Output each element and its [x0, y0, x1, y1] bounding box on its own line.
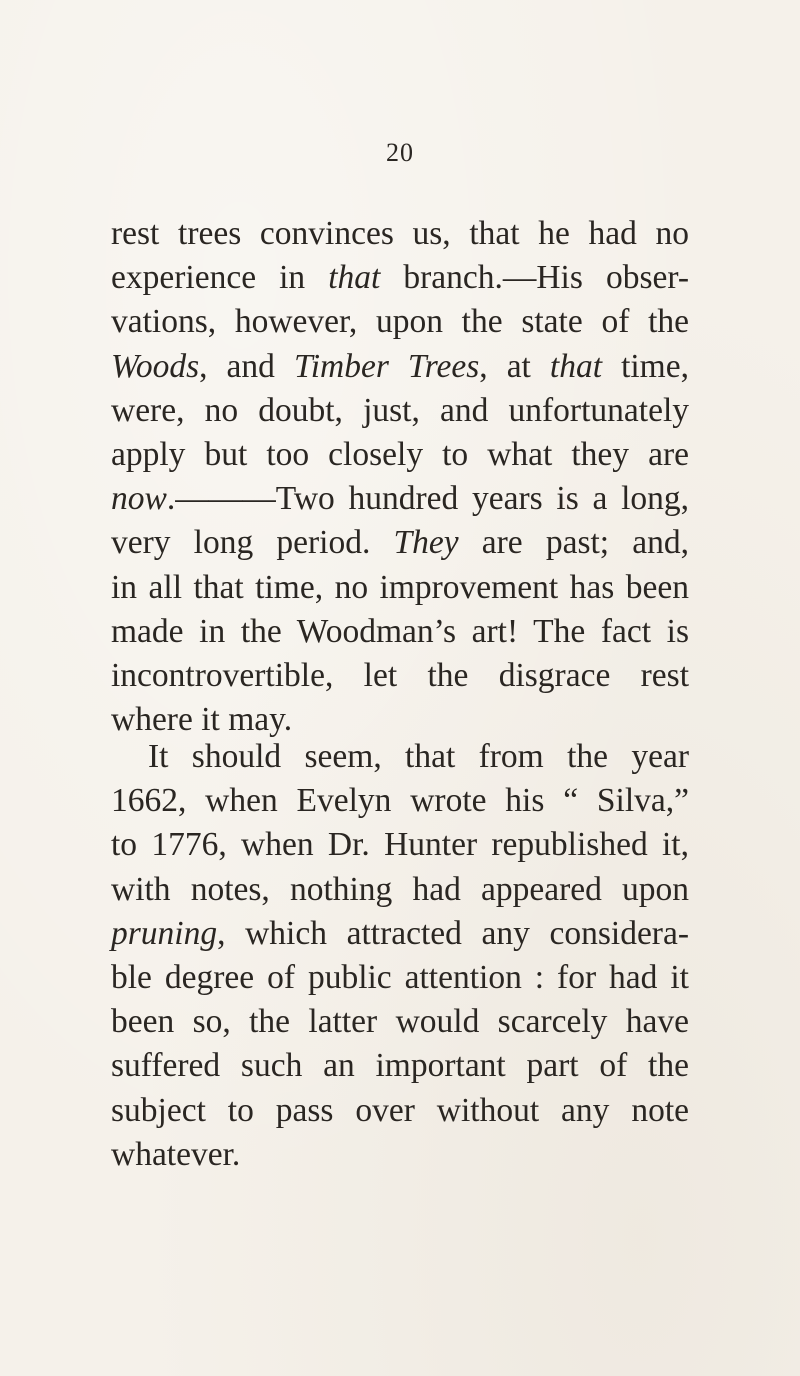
text-segment: ble degree of public attention : for had it [111, 958, 689, 996]
text-segment: whatever. [111, 1135, 241, 1173]
text-line [111, 1000, 689, 1044]
text-line [111, 654, 689, 698]
text-segment: .———Two hundred years is a long, [166, 480, 689, 518]
text-line [111, 956, 689, 1000]
text-segment: made in the Woodman’s art! The fact is [111, 612, 689, 650]
text-line [111, 521, 689, 565]
text-segment: time, [602, 347, 689, 385]
text-line [111, 1044, 689, 1088]
text-line [111, 300, 689, 344]
italic-text: Timber Trees [293, 347, 480, 385]
text-line [111, 389, 689, 433]
text-segment: to 1776, when Dr. Hunter republished it, [111, 826, 689, 864]
paragraph-1 [111, 212, 689, 742]
text-segment: very long period. [111, 524, 394, 562]
text-segment: suffered such an important part of the [111, 1047, 689, 1085]
text-line [111, 433, 689, 477]
italic-text: Woods [111, 347, 200, 385]
text-segment: 1662, when Evelyn wrote his “ Silva,” [111, 782, 689, 820]
text-segment: in all that time, no improvement has been [111, 568, 689, 606]
italic-text: that [549, 347, 603, 385]
text-line [111, 868, 689, 912]
text-line [111, 256, 689, 300]
text-segment: , at [479, 347, 550, 385]
text-segment: rest trees convinces us, that he had no [111, 215, 689, 252]
text-line [111, 477, 689, 521]
text-segment: , which attracted any considera- [217, 914, 689, 952]
text-segment: where it may. [111, 701, 293, 739]
text-line [111, 912, 689, 956]
text-segment: with notes, nothing had appeared upon [111, 870, 689, 908]
text-segment: It should seem, that from the year [148, 738, 689, 775]
text-segment: apply but too closely to what they are [111, 435, 689, 473]
paragraph-2 [111, 735, 689, 1177]
text-segment: incontrovertible, let the disgrace rest [111, 656, 689, 694]
text-line [111, 1089, 689, 1133]
text-segment: experience in [111, 259, 329, 297]
text-segment: are past; and, [458, 524, 689, 562]
text-segment: were, no doubt, just, and unfortunately [111, 391, 689, 429]
text-line [111, 779, 689, 823]
text-segment: been so, the latter would scarcely have [111, 1003, 689, 1041]
text-segment: , and [199, 347, 294, 385]
text-line [111, 345, 689, 389]
text-line [111, 823, 689, 867]
page-number: 20 [386, 138, 414, 167]
text-line [111, 212, 689, 256]
text-line [111, 566, 689, 610]
text-segment: vations, however, upon the state of the [111, 303, 689, 341]
text-line [111, 1133, 689, 1177]
italic-text: They [393, 524, 459, 562]
italic-text: now [111, 480, 167, 518]
text-segment: subject to pass over without any note [111, 1091, 689, 1129]
italic-text: pruning [111, 914, 218, 952]
italic-text: that [328, 259, 381, 297]
text-line [111, 610, 689, 654]
text-line [111, 735, 689, 779]
text-segment: branch.—His obser- [380, 259, 689, 297]
